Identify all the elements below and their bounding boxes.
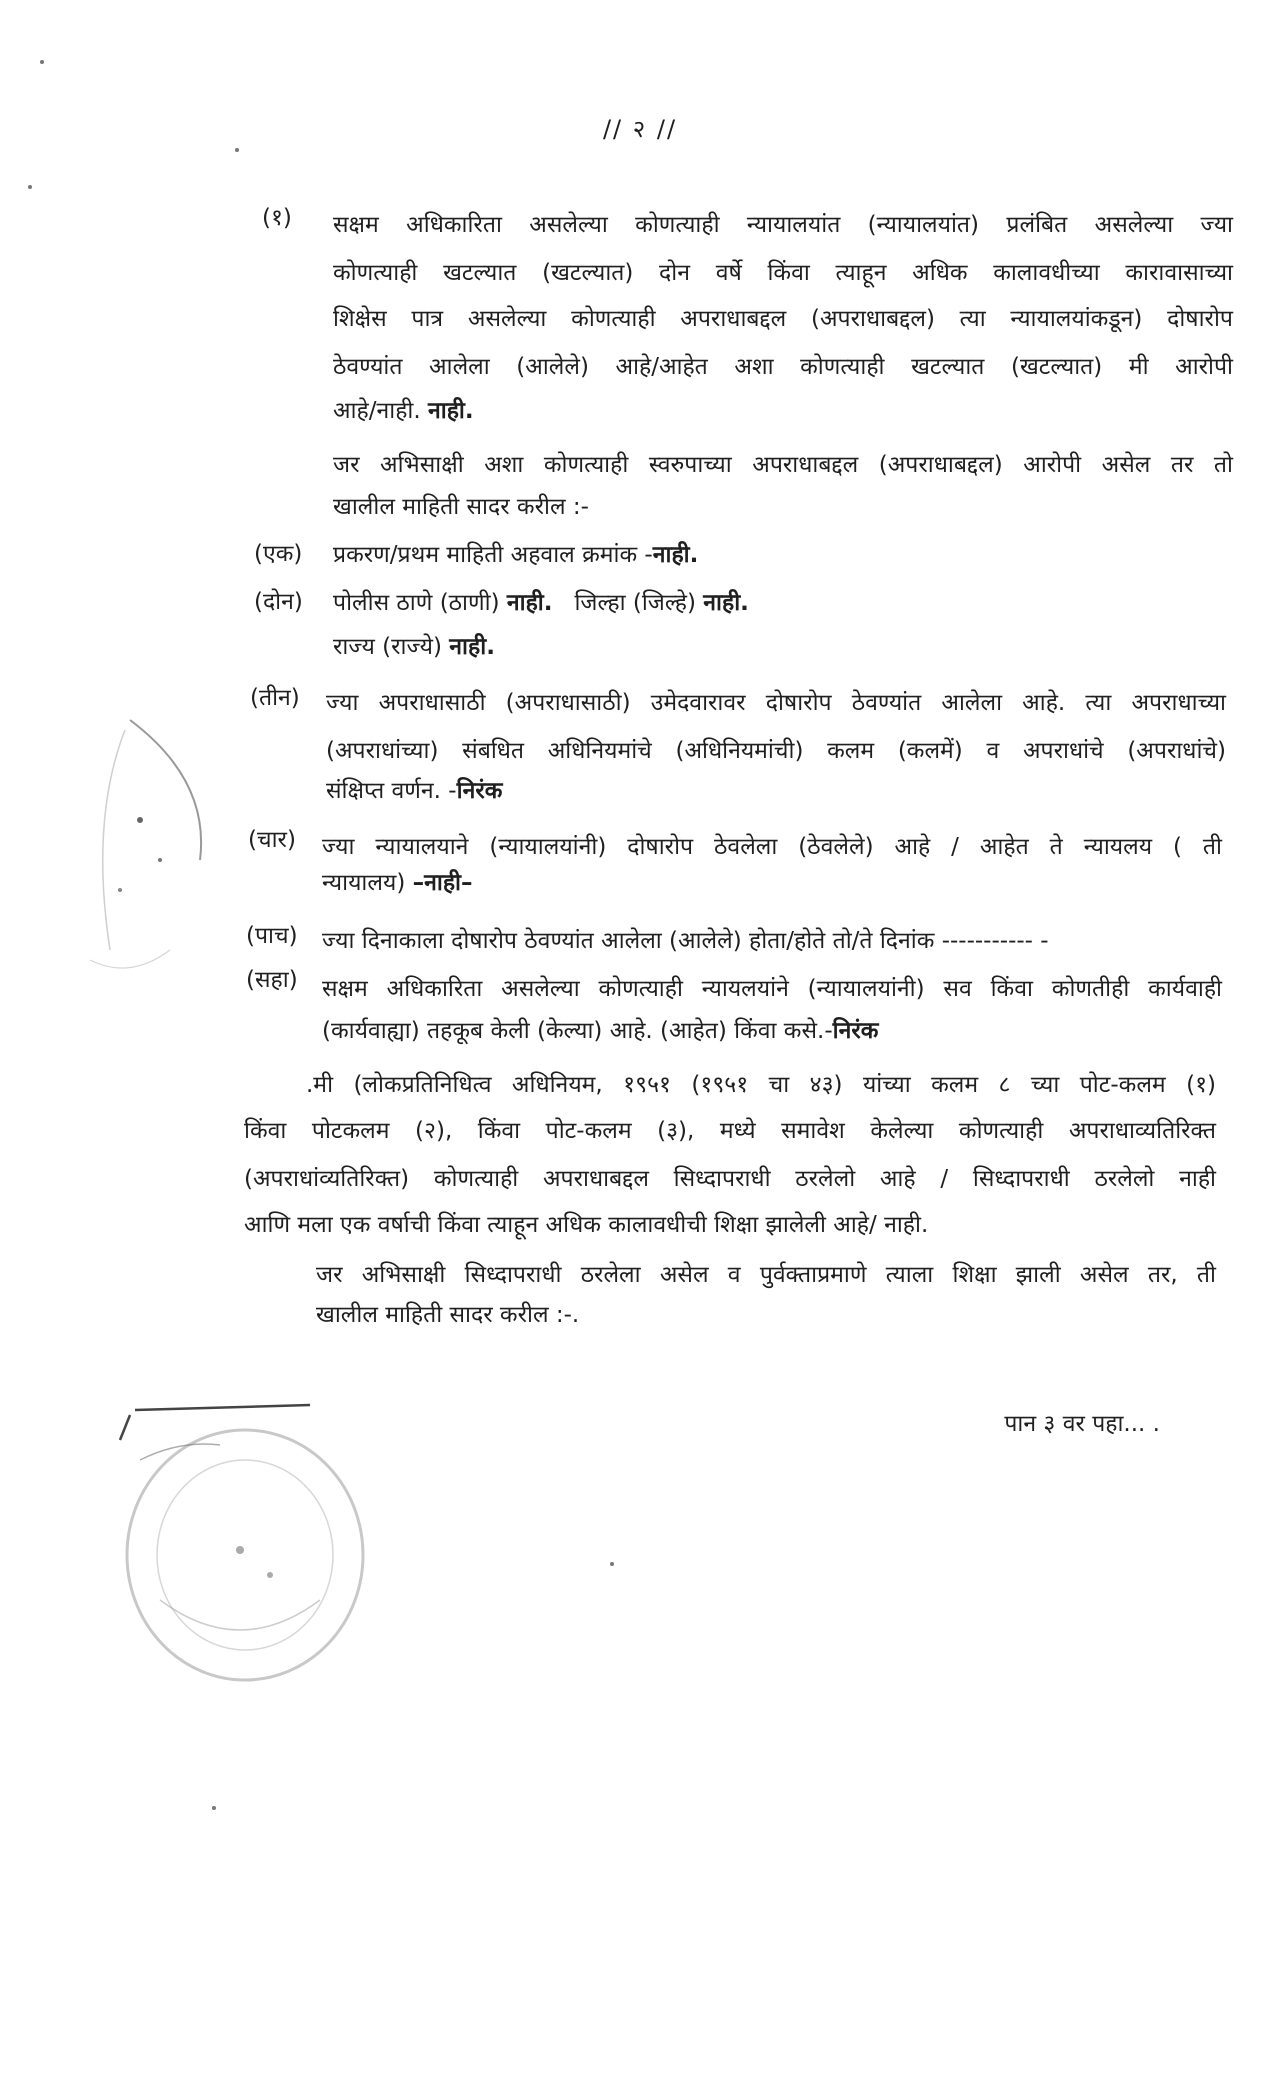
paragraph-line: जर अभिसाक्षी सिध्दापराधी ठरलेला असेल व पुर्वक्ताप्रमाणे त्याला शिक्षा झाली असेल तर, ती — [316, 1262, 1216, 1288]
sub-line: पोलीस ठाणे (ठाणी) नाही. जिल्हा (जिल्हे) नाही. — [333, 590, 749, 616]
sub-line: संक्षिप्त वर्णन. -निरंक — [326, 778, 503, 804]
continued-note: पान ३ वर पहा... . — [1004, 1411, 1160, 1437]
speck — [610, 1562, 614, 1566]
sub-line: प्रकरण/प्रथम माहिती अहवाल क्रमांक -नाही. — [333, 542, 699, 568]
paragraph-line: जर अभिसाक्षी अशा कोणत्याही स्वरुपाच्या अपराधाबद्दल (अपराधाबद्दल) आरोपी असेल तर तो — [333, 452, 1233, 478]
sub-label: (सहा) — [246, 967, 298, 993]
speck — [212, 1806, 216, 1810]
sub-label: (पाच) — [246, 923, 298, 949]
sub-line: राज्य (राज्ये) नाही. — [333, 634, 495, 660]
item-line: आहे/नाही. नाही. — [333, 398, 474, 424]
paragraph-line: किंवा पोटकलम (२), किंवा पोट-कलम (३), मध्ये समावेश केलेल्या कोणत्याही अपराधाव्यतिरिक्त — [244, 1118, 1216, 1144]
sub-label: (तीन) — [250, 685, 300, 711]
page-number: // २ // — [602, 115, 678, 143]
notary-seal — [100, 1400, 380, 1690]
item-line: सक्षम अधिकारिता असलेल्या कोणत्याही न्यायालयांत (न्यायालयांत) प्रलंबित असलेल्या ज्या — [333, 212, 1233, 238]
item-line: कोणत्याही खटल्यात (खटल्यात) दोन वर्षे किंवा त्याहून अधिक कालावधीच्या कारावासाच्या — [333, 260, 1233, 286]
sub-line: ज्या दिनाकाला दोषारोप ठेवण्यांत आलेला (आलेले) होता/होते तो/ते दिनांक ----------- - — [322, 928, 1049, 954]
sub-line: (कार्यवाह्या) तहकूब केली (केल्या) आहे. (आहेत) किंवा कसे.-निरंक — [322, 1018, 879, 1044]
sub-line: सक्षम अधिकारिता असलेल्या कोणत्याही न्यायलयांने (न्यायालयांनी) सव किंवा कोणतीही कार्यवाही — [322, 976, 1222, 1002]
paragraph-line: आणि मला एक वर्षाची किंवा त्याहून अधिक कालावधीची शिक्षा झालेली आहे/ नाही. — [244, 1212, 929, 1238]
paragraph-line: खालील माहिती सादर करील :- — [333, 494, 589, 520]
speck — [40, 60, 44, 64]
sub-line: ज्या अपराधासाठी (अपराधासाठी) उमेदवारावर दोषारोप ठेवण्यांत आलेला आहे. त्या अपराधाच्या — [326, 690, 1226, 716]
sub-line: ज्या न्यायालयाने (न्यायालयांनी) दोषारोप ठेवलेला (ठेवलेले) आहे / आहेत ते न्यायलय ( ती — [322, 834, 1222, 860]
sub-label: (चार) — [248, 827, 296, 853]
paragraph-line: .मी (लोकप्रतिनिधित्व अधिनियम, १९५१ (१९५१ चा ४३) यांच्या कलम ८ च्या पोट-कलम (१) — [306, 1072, 1216, 1098]
item-line: ठेवण्यांत आलेला (आलेले) आहे/आहेत अशा कोणत्याही खटल्यात (खटल्यात) मी आरोपी — [333, 354, 1233, 380]
sub-label: (दोन) — [254, 589, 303, 615]
paragraph-line: (अपराधांव्यतिरिक्त) कोणत्याही अपराधाबद्दल सिध्दापराधी ठरलेलो आहे / सिध्दापराधी ठरलेलो नाही — [244, 1166, 1216, 1192]
speck — [28, 185, 32, 189]
sub-line: (अपराधांच्या) संबधित अधिनियमांचे (अधिनियमांची) कलम (कलमें) व अपराधांचे (अपराधांचे) — [326, 738, 1226, 764]
speck — [235, 148, 239, 152]
paragraph-line: खालील माहिती सादर करील :-. — [316, 1302, 580, 1328]
answer-bold: नाही. — [427, 398, 474, 424]
sub-line: न्यायालय) –नाही– — [322, 870, 473, 896]
faded-stamp-left — [30, 700, 230, 1000]
sub-label: (एक) — [254, 541, 303, 567]
item-label: (१) — [262, 205, 292, 231]
item-line: शिक्षेस पात्र असलेल्या कोणत्याही अपराधाबद्दल (अपराधाबद्दल) त्या न्यायालयांकडून) दोषारोप — [333, 306, 1233, 332]
